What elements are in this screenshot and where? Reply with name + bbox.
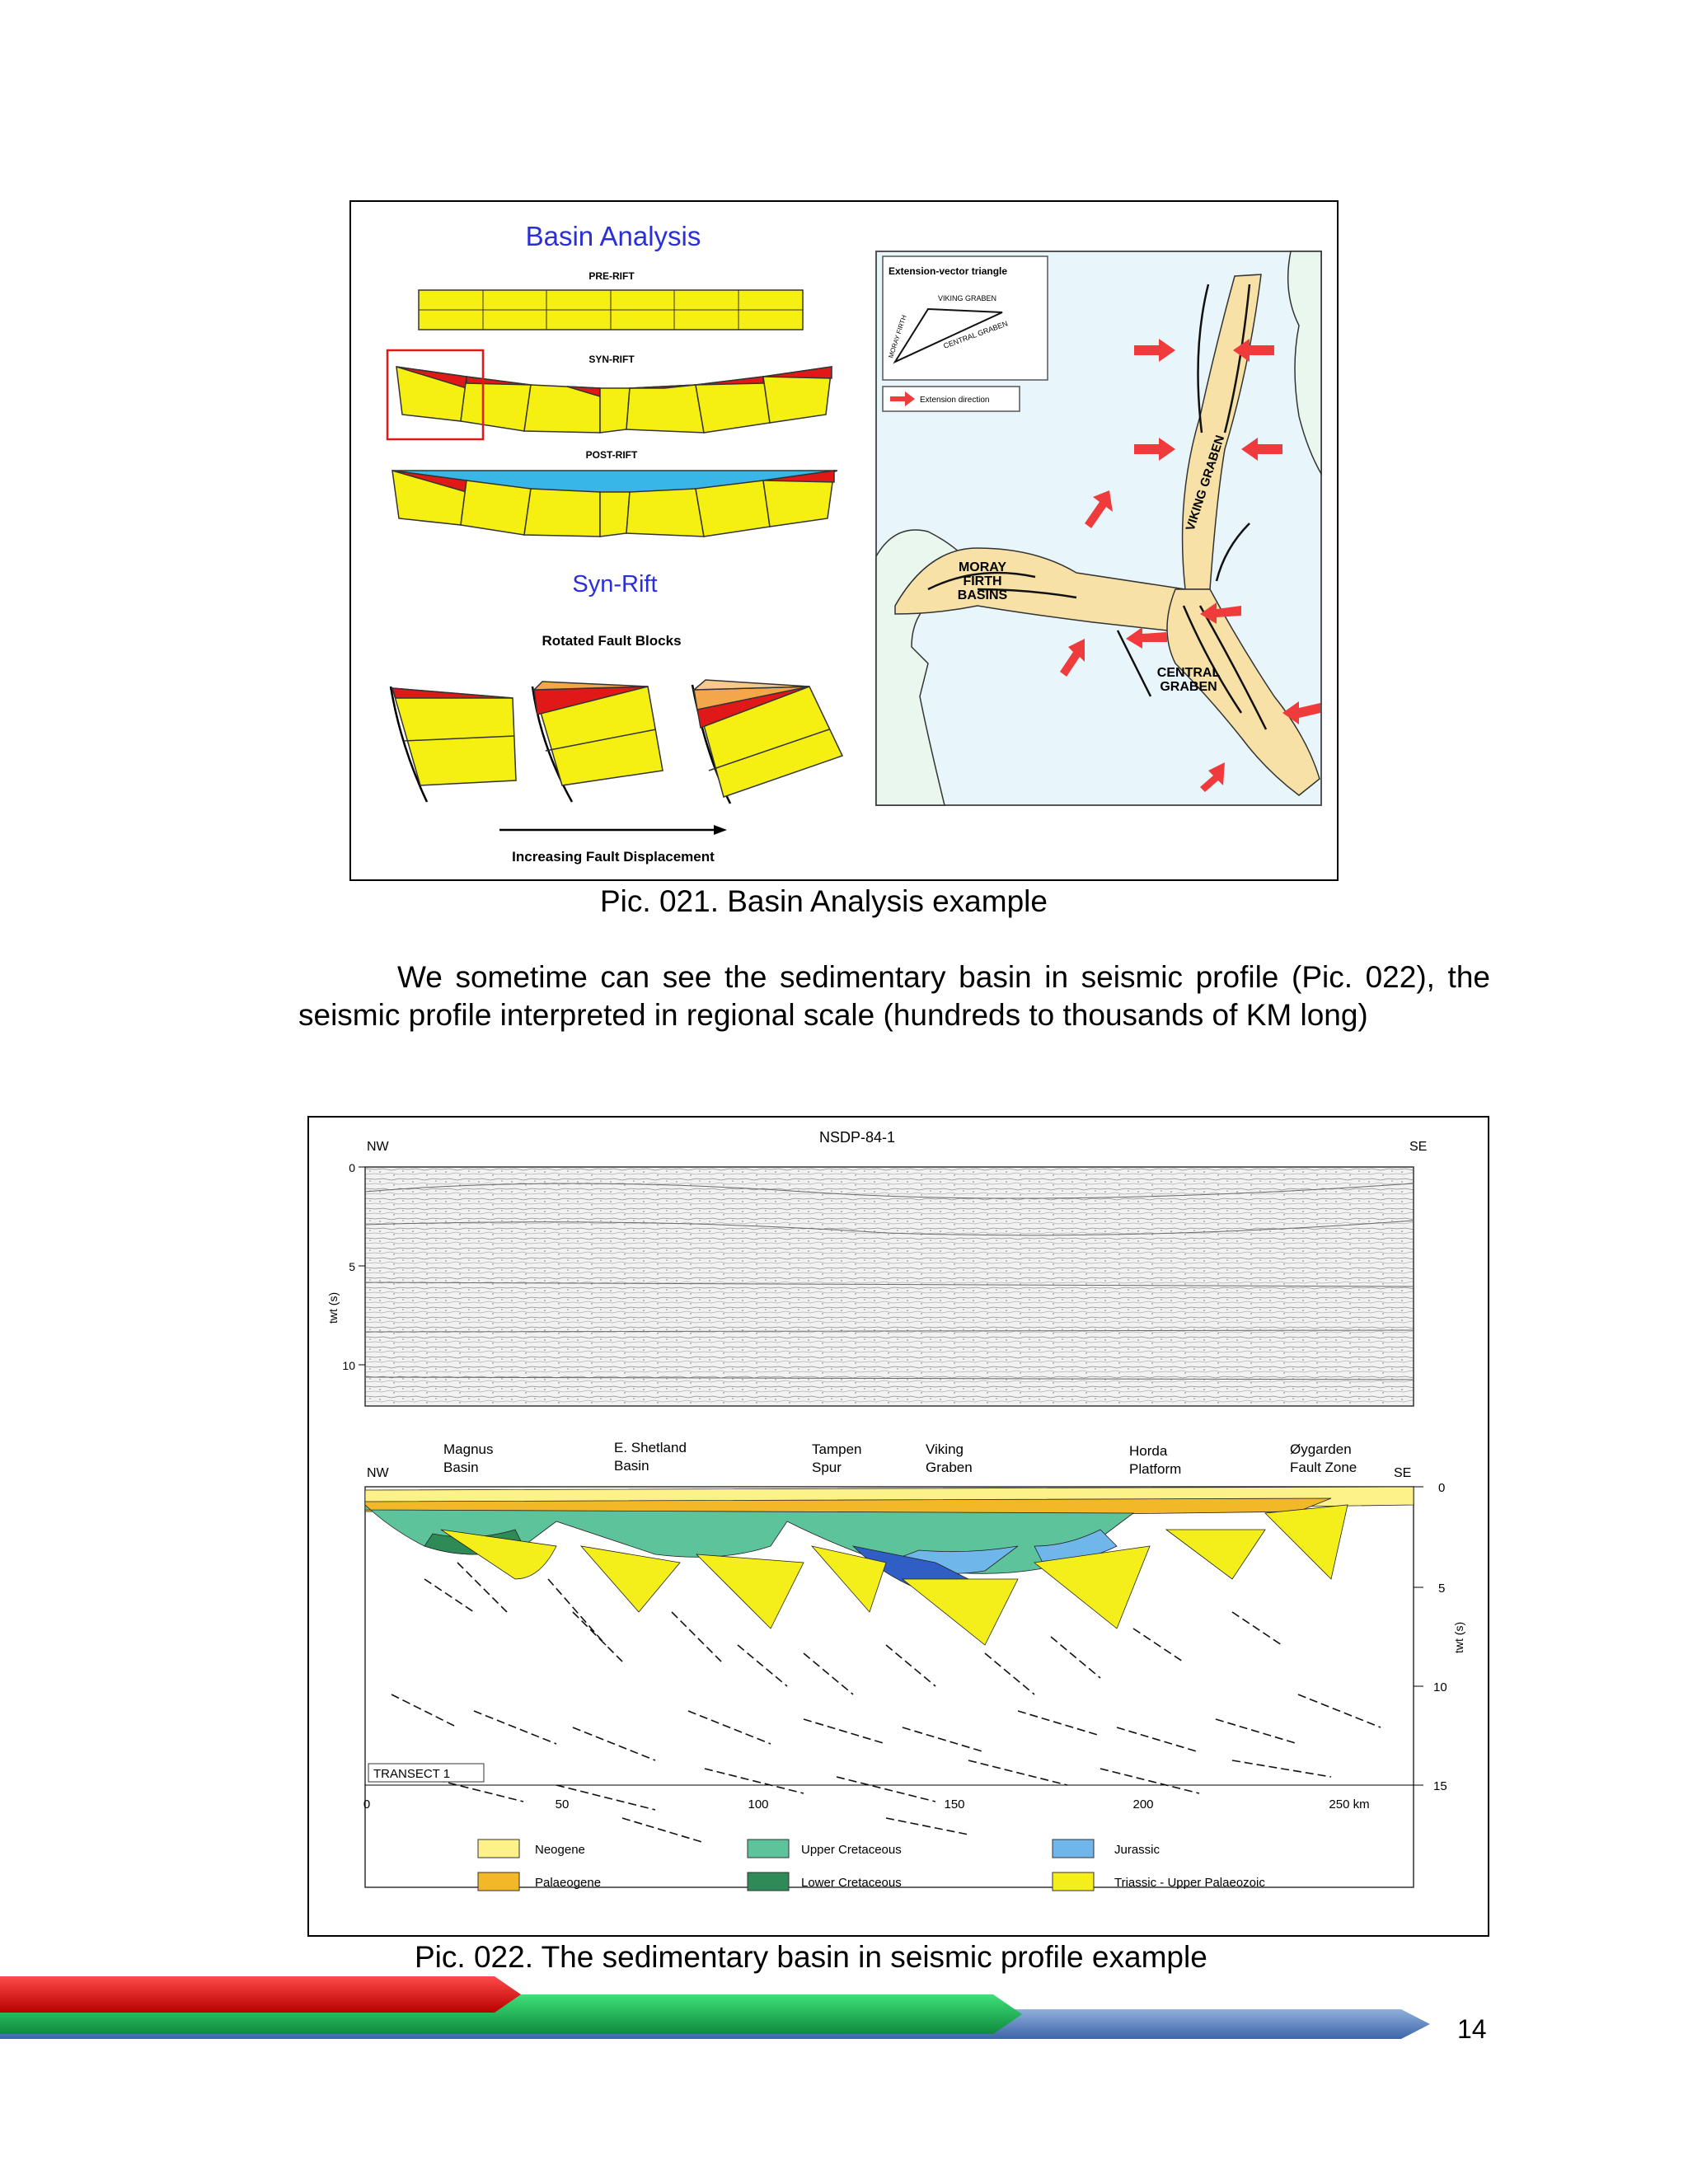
legend-lower-cretaceous: Lower Cretaceous [801, 1876, 902, 1890]
increasing-displacement-label: Increasing Fault Displacement [512, 849, 715, 865]
top-tick-5: 5 [349, 1260, 355, 1273]
firth-label: FIRTH [963, 574, 1002, 588]
extension-direction-label: Extension direction [920, 396, 990, 405]
basin-analysis-figure [349, 200, 1339, 881]
rotated-fault-blocks-label: Rotated Fault Blocks [542, 633, 682, 649]
rotated-fault-block-1 [391, 687, 516, 802]
location-6-line2: Fault Zone [1290, 1460, 1357, 1475]
x-tick-0: 0 [363, 1797, 371, 1811]
location-3-line1: Tampen [812, 1441, 862, 1457]
footer-arrows [0, 1970, 1451, 2069]
x-tick-50: 50 [555, 1797, 570, 1811]
rotated-fault-block-2 [532, 682, 663, 802]
legend-palaeogene: Palaeogene [535, 1876, 602, 1890]
top-tick-0: 0 [349, 1161, 355, 1174]
legend-swatch-lower-cretaceous [748, 1872, 789, 1891]
location-1-line2: Basin [443, 1460, 479, 1475]
post-rift-label: POST-RIFT [585, 449, 638, 461]
figure-2-caption: Pic. 022. The sedimentary basin in seismic profile example [415, 1940, 1207, 1974]
legend-upper-cretaceous: Upper Cretaceous [801, 1843, 902, 1857]
figure-title: Basin Analysis [525, 221, 701, 251]
legend-triassic: Triassic - Upper Palaeozoic [1114, 1876, 1265, 1890]
basin-analysis-drawing [351, 202, 1337, 879]
seismic-profile-drawing [309, 1118, 1488, 1935]
north-sea-map [876, 251, 1321, 805]
syn-rift-label: SYN-RIFT [588, 354, 635, 365]
pre-rift-label: PRE-RIFT [588, 270, 635, 282]
location-3-line2: Spur [812, 1460, 842, 1475]
red-arrow [0, 1976, 521, 2013]
location-5-line2: Platform [1129, 1461, 1182, 1477]
legend-neogene: Neogene [535, 1843, 585, 1857]
legend-swatch-upper-cretaceous [748, 1840, 789, 1858]
top-tick-10: 10 [342, 1359, 355, 1372]
legend-swatch-neogene [478, 1840, 519, 1858]
transect-label: TRANSECT 1 [373, 1767, 451, 1781]
body-paragraph [298, 958, 1490, 1034]
central-label: CENTRAL [1156, 666, 1221, 680]
post-rift-blocks [392, 471, 837, 537]
legend-swatch-palaeogene [478, 1872, 519, 1891]
x-tick-150: 150 [944, 1797, 965, 1811]
bottom-twt-label: twt (s) [1452, 1621, 1465, 1653]
top-twt-label: twt (s) [326, 1291, 340, 1324]
basins-label: BASINS [957, 588, 1008, 602]
location-5-line1: Horda [1129, 1443, 1168, 1459]
pre-rift-blocks [419, 290, 803, 330]
legend-moray-firth: MORAY FIRTH [887, 314, 908, 359]
right-tick-0: 0 [1438, 1481, 1446, 1495]
top-se-label: SE [1409, 1140, 1428, 1154]
legend-central-graben: CENTRAL GRABEN [942, 319, 1009, 350]
x-tick-250: 250 km [1329, 1797, 1370, 1811]
graben-label: GRABEN [1160, 680, 1217, 694]
top-nw-label: NW [367, 1140, 389, 1154]
legend-swatch-jurassic [1053, 1840, 1094, 1858]
location-4-line2: Graben [926, 1460, 973, 1475]
syn-rift-title: Syn-Rift [572, 571, 658, 598]
location-4-line1: Viking [926, 1441, 964, 1457]
viking-graben-label: VIKING GRABEN [1183, 434, 1228, 533]
location-labels [443, 1440, 1357, 1477]
bottom-se-label: SE [1394, 1466, 1412, 1480]
location-2-line1: E. Shetland [614, 1440, 687, 1455]
figure-1-caption: Pic. 021. Basin Analysis example [600, 884, 1048, 918]
legend-jurassic: Jurassic [1114, 1843, 1160, 1857]
right-tick-15: 15 [1433, 1779, 1447, 1793]
displacement-arrow-head [714, 825, 727, 835]
x-tick-200: 200 [1132, 1797, 1154, 1811]
location-2-line2: Basin [614, 1458, 649, 1474]
rotated-fault-block-3 [692, 680, 842, 804]
right-tick-5: 5 [1438, 1582, 1446, 1596]
moray-label: MORAY [958, 560, 1007, 574]
seismic-image [365, 1167, 1414, 1406]
legend-viking-graben: VIKING GRABEN [938, 294, 997, 302]
bottom-nw-label: NW [367, 1466, 389, 1480]
profile-name: NSDP-84-1 [818, 1129, 896, 1146]
location-1-line1: Magnus [443, 1441, 494, 1457]
syn-rift-blocks [396, 367, 832, 433]
paragraph-text: We sometime can see the sedimentary basin in seismic profile (Pic. 022), the seismic profile interpreted in regional scale (hundreds to thousands of KM long) [298, 960, 1490, 1032]
page-number: 14 [1457, 2014, 1487, 2044]
x-tick-100: 100 [748, 1797, 769, 1811]
legend-swatch-triassic [1053, 1872, 1094, 1891]
seismic-profile-figure [307, 1116, 1489, 1937]
right-tick-10: 10 [1433, 1680, 1447, 1694]
location-6-line1: Øygarden [1290, 1441, 1352, 1457]
legend-title: Extension-vector triangle [889, 265, 1008, 277]
right-axis [1414, 1481, 1465, 1793]
